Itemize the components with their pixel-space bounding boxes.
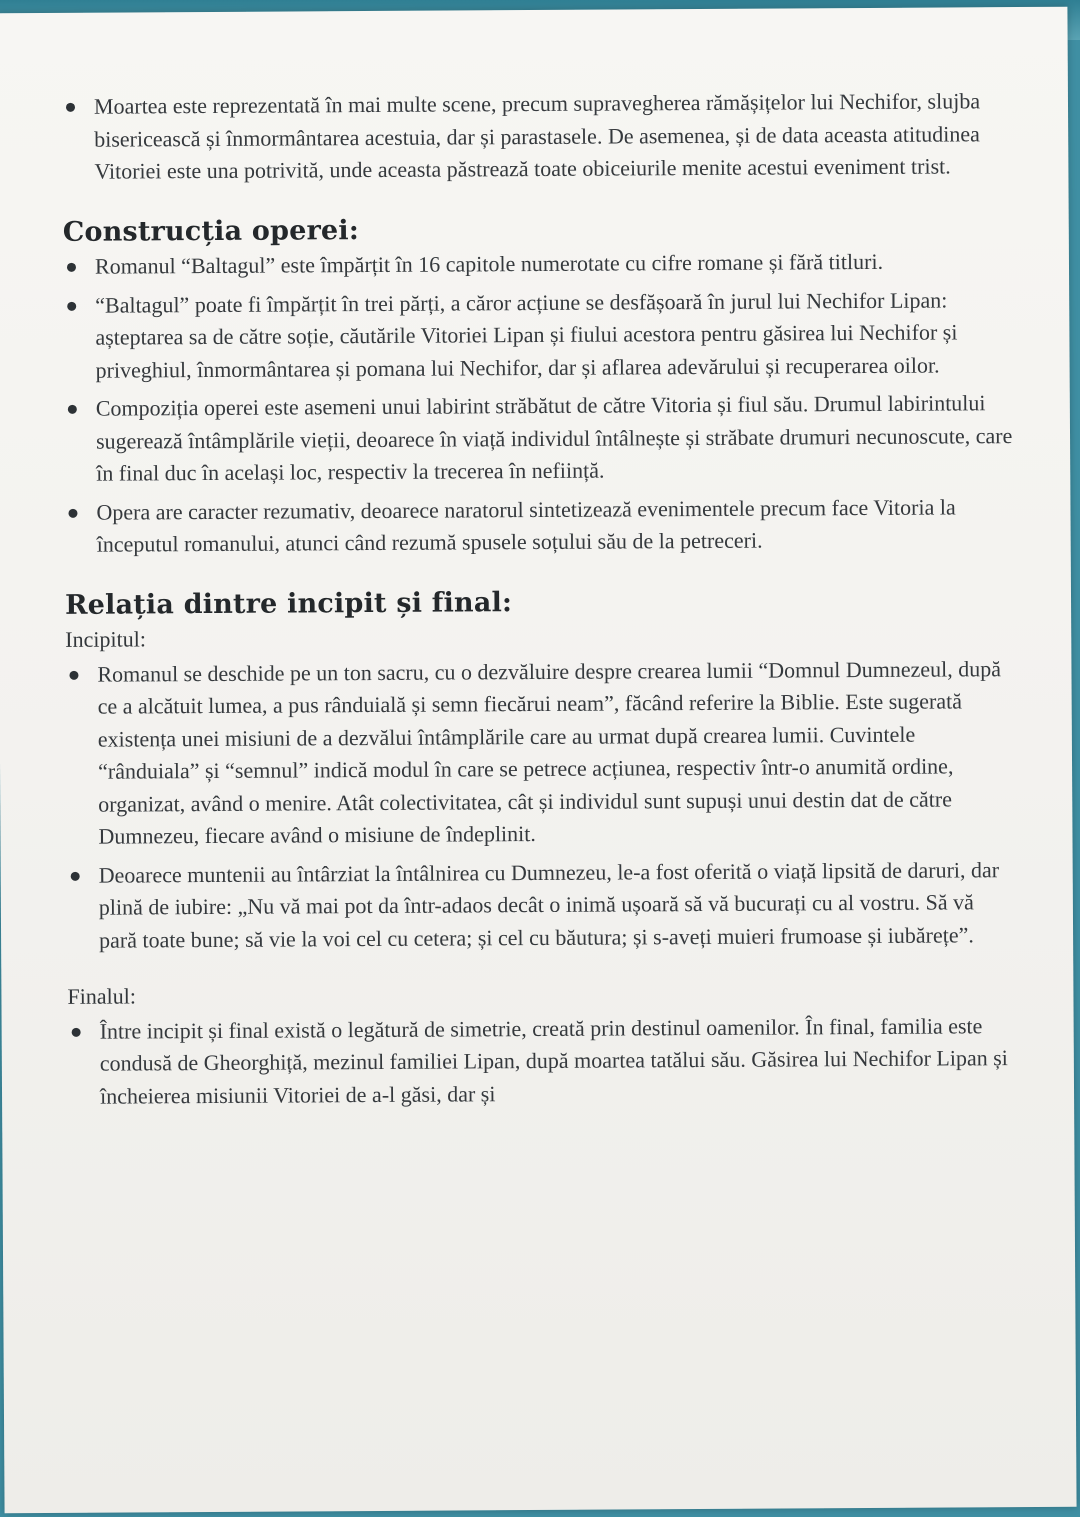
- bullet-icon: [68, 405, 77, 414]
- list-item-text: Opera are caracter rezumativ, deoarece naratorul sintetizează evenimentele precum face Vitoria la începutul romanului, atunci când rezumă spusele soțului său de la petreceri.: [96, 493, 956, 557]
- bullet-icon: [68, 508, 77, 517]
- list-item-text: Compoziția operei este asemeni unui labirint străbătut de către Vitoria și fiul său. Drumul labirintului sugerează întâmplările vieții, deoarece în viață individul întâlnește și străbate drumuri necunoscute, care în final duc în același loc, respectiv la trecerea în neființă.: [95, 390, 1013, 486]
- list-item: [63, 245, 1013, 283]
- list-item: [68, 1010, 1019, 1113]
- bullet-icon: [66, 103, 75, 112]
- list-item-text: “Baltagul” poate fi împărțit în trei părți, a căror acțiune se desfășoară în jurul lui Nechifor Lipan: așteptarea sa de către soție, căutările Vitoriei Lipan și fiului acestora pentru găsirea lui Nechifor și priveghiul, înmormântarea și pomana lui Nechifor, dar și aflarea adevărului și recuperarea oilor.: [95, 286, 958, 383]
- bullet-icon: [67, 301, 76, 310]
- section-heading-constructia: Construcția operei:: [62, 214, 360, 248]
- list-item-text: Moartea este reprezentată în mai multe scene, precum supravegherea rămășițelor lui Nechifor, slujba bisericească și înmormântarea acestuia, dar și parastasele. De asemenea, și de data aceasta atitudinea Vitoriei este una potrivită, unde aceasta păstrează toate obiceiurile menite acestui eveniment trist.: [93, 88, 981, 184]
- incipit-list: [65, 653, 1017, 957]
- incipit-label: Incipitul:: [65, 626, 146, 652]
- list-item: [64, 387, 1015, 490]
- list-item: [62, 85, 1013, 188]
- page-content: [62, 85, 1018, 1119]
- final-label: Finalul:: [67, 983, 136, 1009]
- section-heading-relatia: Relația dintre incipit și final:: [64, 586, 513, 621]
- bullet-icon: [67, 263, 76, 272]
- bullet-icon: [71, 871, 80, 880]
- list-item: [65, 653, 1016, 854]
- list-item-text: Romanul “Baltagul” este împărțit în 16 capitole numerotate cu cifre romane și fără titluri.: [94, 248, 884, 279]
- intro-list: [62, 85, 1013, 188]
- bullet-icon: [69, 670, 78, 679]
- constructia-list: [63, 245, 1015, 561]
- list-item-text: Între incipit și final există o legătură de simetrie, creată prin destinul oamenilor. În final, familia este condusă de Gheorghiță, mezinul familiei Lipan, după moartea tatălui său. Găsirea lui Nechifor Lipan și încheierea misiunii Vitoriei de a-l găsi, dar și: [99, 1012, 1008, 1109]
- list-item-text: Romanul se deschide pe un ton sacru, cu o dezvăluire despre crearea lumii “Domnul Dumnezeul, după ce a alcătuit lumea, a pus rânduială și semn fiecărui neam”, făcând referire la Biblie. Este sugerată existența unei misiuni de a dezvălui întâmplările care au urmat după crearea lumii. Cuvintele “rânduiala” și “semnul” indică modul în care se petrece acțiunea, respectiv într-o anumită ordine, organizat, având o menire. Atât colectivitatea, cât și individul sunt supuși unui destin dat de către Dumnezeu, fiecare având o misiune de îndeplinit.: [97, 655, 1002, 849]
- list-item: [67, 854, 1018, 957]
- list-item: [63, 284, 1014, 387]
- document-page: [0, 7, 1077, 1514]
- list-item-text: Deoarece muntenii au întârziat la întâlnirea cu Dumnezeu, le-a fost oferită o viață lipsită de daruri, dar plină de iubire: „Nu vă mai pot da într-adaos decât o inimă ușoară să vă bucurați cu al vostru. Să vă pară toate bune; să vie la voi cel cu cetera; și cel cu băutura; și s-aveți muieri frumoase și iubărețe”.: [98, 856, 1000, 953]
- final-list: [68, 1010, 1019, 1113]
- list-item: [64, 491, 1014, 562]
- bullet-icon: [72, 1027, 81, 1036]
